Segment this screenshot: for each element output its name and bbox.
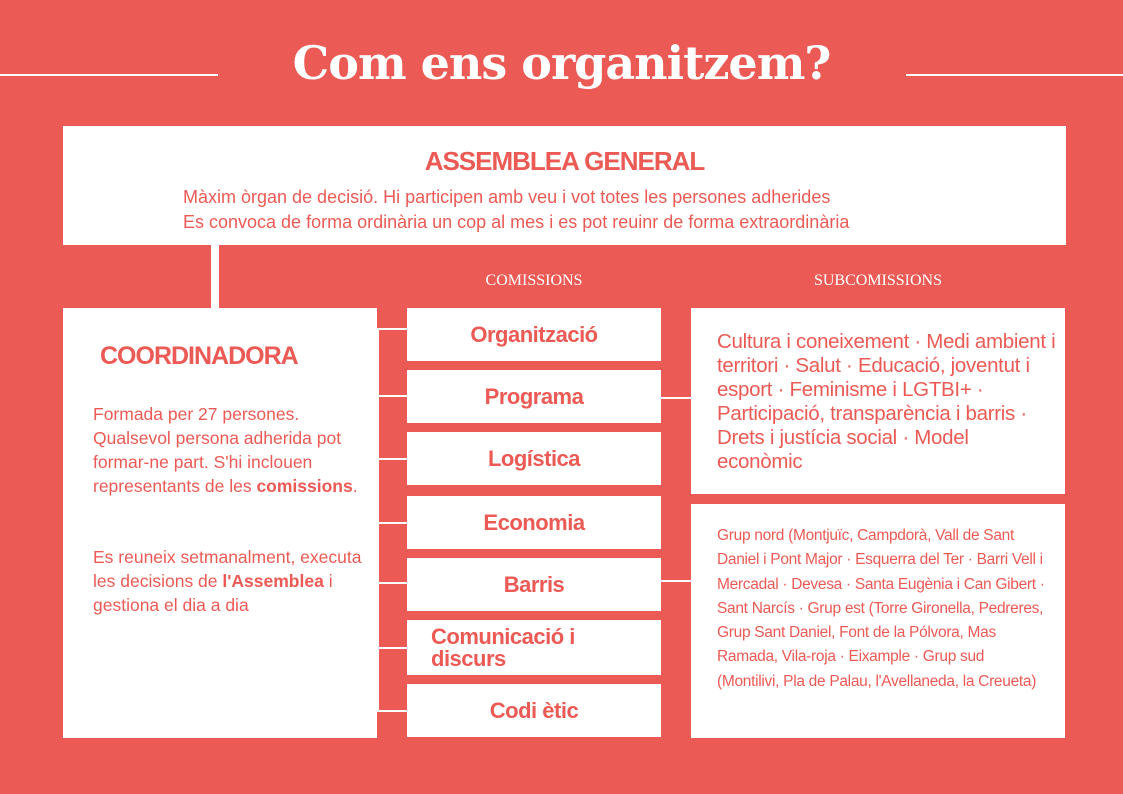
coordinadora-paragraph-2: Es reuneix setmanalment, executa les decisions de l'Assemblea i gestiona el dia a dia xyxy=(93,547,362,615)
subcomissions-heading: SUBCOMISSIONS xyxy=(813,272,943,289)
connector-stub-4 xyxy=(377,522,407,524)
assemblea-emphasis: l'Assemblea xyxy=(222,571,324,591)
comissio-programa: Programa xyxy=(407,370,661,423)
comissio-codi-etic: Codi ètic xyxy=(407,684,661,737)
connector-stub-2 xyxy=(377,395,407,397)
subcomissions-barris-list: Grup nord (Montjuïc, Campdorà, Vall de Sant Daniel i Pont Major · Esquerra del Ter · Barri Vell i Mercadal · Devesa · Santa Eugènia i Can Gibert · Sant Narcís · Grup est (Torre Gironella, Pedreres, Grup Sant Daniel, Font de la Pólvora, Mas Ramada, Vila-roja · Eixample · Grup sud (Montilivi, Pla de Palau, l'Avellaneda, la Creueta) xyxy=(717,527,1045,690)
connector-stub-5 xyxy=(377,582,407,584)
assemblea-description-2: Es convoca de forma ordinària un cop al mes i es pot reuinr de forma extraordinària xyxy=(183,212,850,232)
comissio-organitzacio: Organització xyxy=(407,308,661,361)
connector-stub-1 xyxy=(377,328,407,330)
coordinadora-title: COORDINADORA xyxy=(100,342,298,370)
comissions-heading: COMISSIONS xyxy=(485,272,583,289)
connector-bus-vertical xyxy=(377,328,379,711)
connector-barris-subcomissions xyxy=(661,580,691,582)
comissio-logistica: Logística xyxy=(407,432,661,485)
comissions-emphasis: comissions xyxy=(256,476,353,496)
subcomissions-programa-box xyxy=(691,308,1065,494)
assemblea-box xyxy=(63,126,1066,245)
assemblea-description-1: Màxim òrgan de decisió. Hi participen amb veu i vot totes les persones adherides xyxy=(183,187,831,207)
comissio-barris: Barris xyxy=(407,558,661,611)
coordinadora-paragraph-1: Formada per 27 persones. Qualsevol persona adherida pot formar-ne part. S'hi inclouen representants de les comissions. xyxy=(93,404,358,496)
subcomissions-barris-box xyxy=(691,504,1065,738)
comissio-economia: Economia xyxy=(407,496,661,549)
page-title: Com ens organitzem? xyxy=(292,36,831,90)
assemblea-title: ASSEMBLEA GENERAL xyxy=(424,146,705,176)
subcomissions-programa-list: Cultura i coneixement · Medi ambient i territori · Salut · Educació, joventut i esport · Feminisme i LGTBI+ · Participació, transparència i barris · Drets i justícia social · Model econòmic xyxy=(717,330,1056,473)
connector-stub-7 xyxy=(377,710,407,712)
connector-stub-6 xyxy=(377,647,407,649)
connector-programa-subcomissions xyxy=(661,397,691,399)
comissio-comunicacio: Comunicació i discurs xyxy=(407,620,661,675)
connector-stub-3 xyxy=(377,458,407,460)
coordinadora-box xyxy=(63,308,377,738)
connector-assemblea-coordinadora xyxy=(211,245,219,308)
